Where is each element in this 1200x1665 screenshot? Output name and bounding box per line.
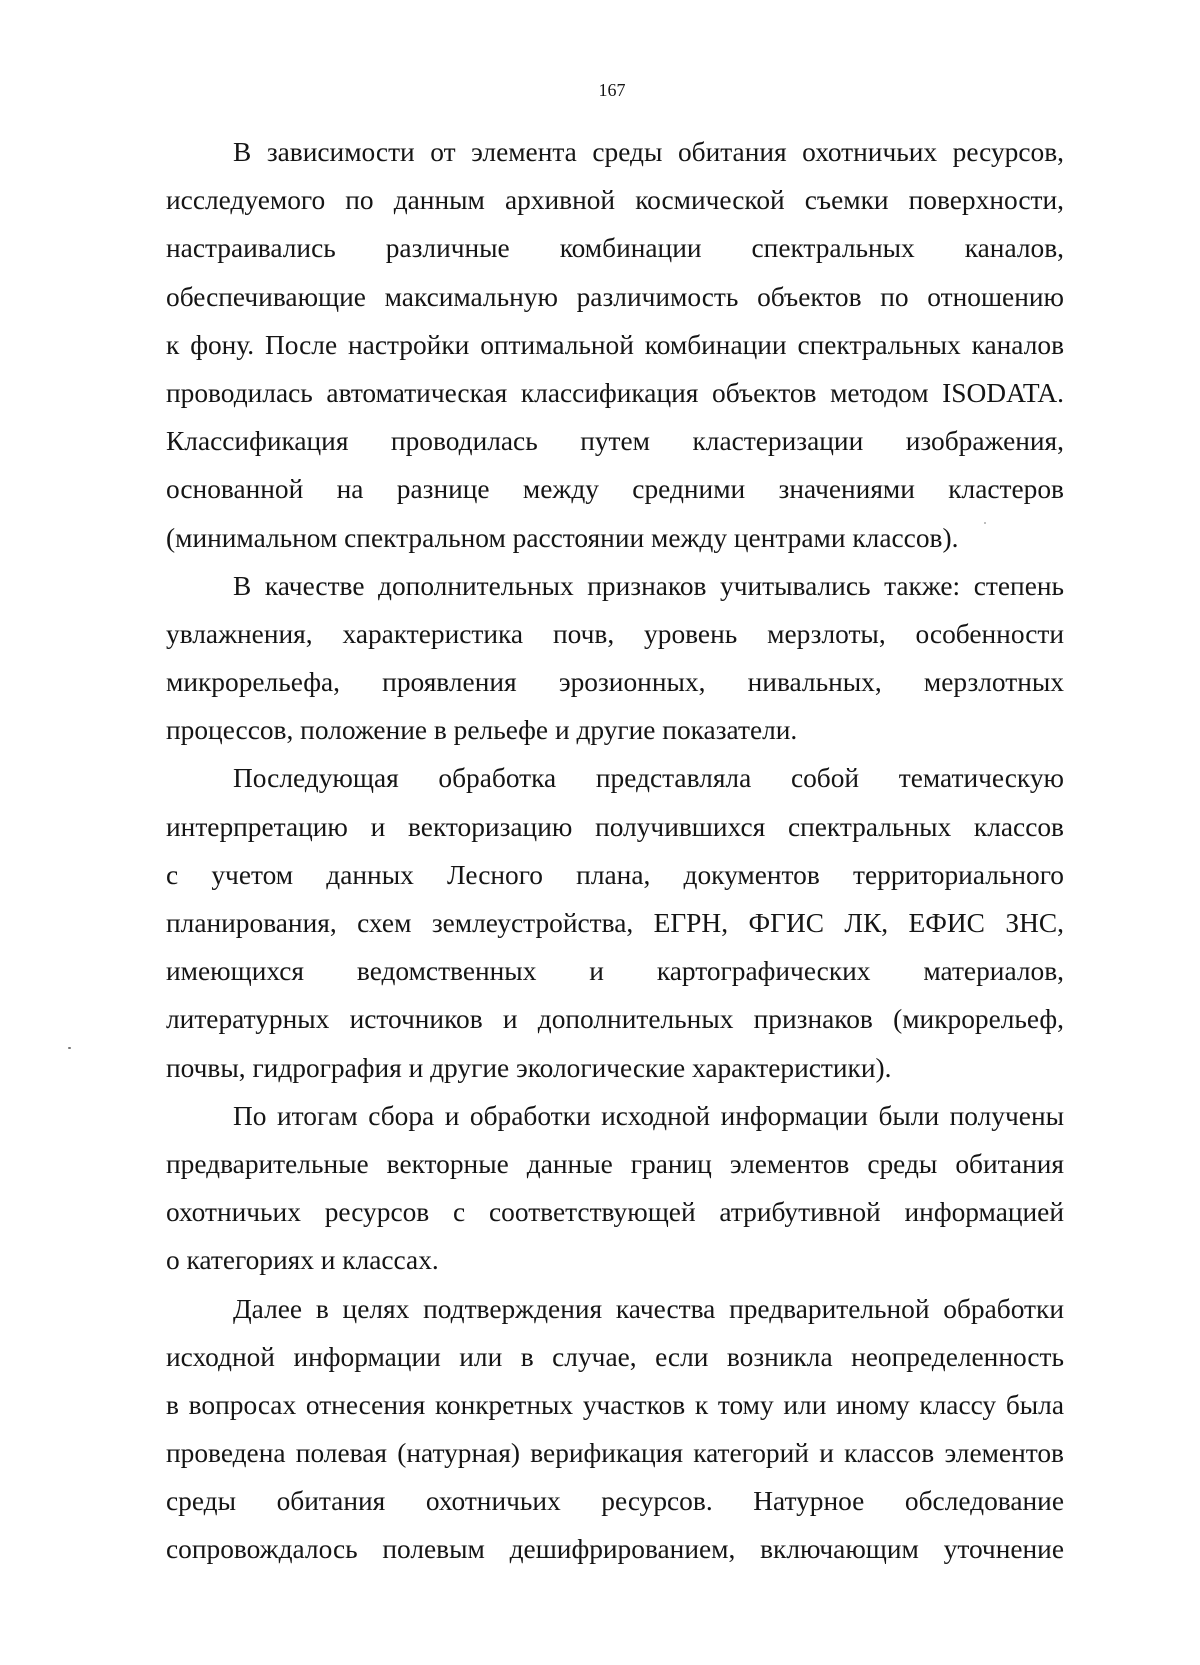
text-line: планирования, схем землеустройства, ЕГРН, ФГИС ЛК, ЕФИС ЗНС, [166,908,1064,938]
paragraph-results [166,1092,1064,1285]
text-line: охотничьих ресурсов с соответствующей атрибутивной информацией [166,1197,1064,1228]
text-line: исходной информации или в случае, если возникла неопределенность [166,1341,1064,1372]
text-line: Классификация проводилась путем кластеризации изображения, [166,426,1064,457]
text-line: увлажнения, характеристика почв, уровень мерзлоты, особенности [166,618,1064,649]
text-line: микрорельефа, проявления эрозионных, нивальных, мерзлотных [166,667,1064,698]
paragraph-field-verification [166,1285,1064,1574]
text-line: В зависимости от элемента среды обитания охотничьих ресурсов, [233,137,1064,167]
text-line: к фону. После настройки оптимальной комбинации спектральных каналов [166,329,1064,360]
text-line: процессов, положение в рельефе и другие показатели. [166,715,798,746]
text-line: обеспечивающие максимальную различимость объектов по отношению [166,281,1064,312]
text-line: Последующая обработка представляла собой тематическую [233,763,1064,794]
text-line: (минимальном спектральном расстоянии между центрами классов). [166,522,959,553]
text-line: основанной на разнице между средними значениями кластеров [166,474,1064,505]
text-line: в вопросах отнесения конкретных участков к тому или иному классу была [166,1389,1064,1420]
scan-speck [68,1047,71,1049]
text-line: настраивались различные комбинации спектральных каналов, [166,233,1064,264]
document-body [166,128,1064,1574]
text-line: сопровождалось полевым дешифрированием, включающим уточнение [166,1534,1064,1565]
text-line: имеющихся ведомственных и картографических материалов, [166,956,1064,987]
text-line: среды обитания охотничьих ресурсов. Натурное обследование [166,1486,1064,1517]
text-line: исследуемого по данным архивной космической съемки поверхности, [166,185,1064,216]
text-line: интерпретацию и векторизацию получившихся спектральных классов [166,811,1064,842]
text-line: о категориях и классах. [166,1245,439,1276]
scan-speck [984,522,986,524]
text-line: По итогам сбора и обработки исходной информации были получены [233,1100,1064,1131]
page-number: 167 [598,80,626,100]
paragraph-additional-features [166,562,1064,755]
text-line: предварительные векторные данные границ элементов среды обитания [166,1148,1064,1179]
paragraph-post-processing [166,754,1064,1091]
text-line: почвы, гидрография и другие экологические характеристики). [166,1052,892,1083]
paragraph-habitat-classification [166,128,1064,562]
text-line: Далее в целях подтверждения качества предварительной обработки [233,1293,1064,1324]
text-line: литературных источников и дополнительных признаков (микрорельеф, [166,1004,1064,1035]
text-line: проводилась автоматическая классификация объектов методом ISODATA. [166,377,1064,408]
text-line: с учетом данных Лесного плана, документов территориального [166,859,1064,890]
text-line: В качестве дополнительных признаков учитывались также: степень [233,570,1064,601]
text-line: проведена полевая (натурная) верификация категорий и классов элементов [166,1438,1064,1469]
